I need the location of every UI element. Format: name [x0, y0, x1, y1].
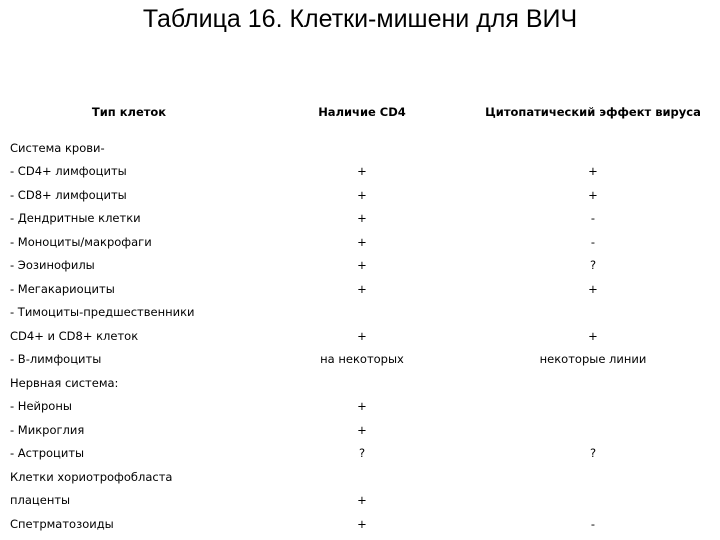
cell-cd4: +: [357, 258, 367, 273]
cell-type: - Астроциты: [10, 446, 85, 461]
cell-effect: [476, 395, 710, 419]
cell-effect: [476, 418, 710, 442]
cell-cd4: на некоторых: [320, 352, 404, 367]
cell-type: - CD8+ лимфоциты: [10, 187, 127, 202]
cell-effect: [476, 301, 710, 325]
cell-cd4: +: [357, 516, 367, 531]
cell-cd4: +: [357, 281, 367, 296]
table-row: [10, 465, 710, 489]
cell-type: - Тимоциты-предшественники: [10, 305, 195, 320]
header-cell-effect: Цитопатический эффект вируса: [485, 104, 701, 119]
cell-type: - Эозинофилы: [10, 258, 95, 273]
cell-type: CD4+ и CD8+ клеток: [10, 328, 139, 343]
cell-effect: -: [590, 211, 596, 226]
table-row: [10, 418, 710, 442]
cell-effect: ?: [589, 258, 597, 273]
cell-effect: некоторые линии: [539, 352, 647, 367]
table-row: [10, 254, 710, 278]
table-row: [10, 395, 710, 419]
cell-effect: -: [590, 234, 596, 249]
cell-effect: [476, 371, 710, 395]
cell-cd4: [248, 465, 476, 489]
cell-effect: +: [588, 164, 598, 179]
cell-type: Нервная система:: [10, 375, 119, 390]
table-row: [10, 183, 710, 207]
header-cell-type: Тип клеток: [91, 104, 167, 119]
table-row: [10, 442, 710, 466]
cell-effect: [476, 465, 710, 489]
cell-type: - Мегакариоциты: [10, 281, 115, 296]
table-row: [10, 512, 710, 536]
cell-cd4: +: [357, 164, 367, 179]
cell-effect: +: [588, 281, 598, 296]
cell-effect: [476, 136, 710, 160]
cell-effect: -: [590, 516, 596, 531]
cell-cd4: [248, 136, 476, 160]
cell-type: - Дендритные клетки: [10, 211, 141, 226]
cell-cd4: +: [357, 234, 367, 249]
table-row: [10, 230, 710, 254]
header-cell-cd4: Наличие CD4: [318, 104, 406, 119]
cell-effect: +: [588, 187, 598, 202]
cell-type: Клетки хориотрофобласта: [10, 469, 173, 484]
table-row: [10, 277, 710, 301]
cell-cd4: +: [357, 422, 367, 437]
cell-cd4: [248, 371, 476, 395]
cell-effect: ?: [589, 446, 597, 461]
cell-effect: +: [588, 328, 598, 343]
cell-cd4: +: [357, 399, 367, 414]
cell-type: - CD4+ лимфоциты: [10, 164, 127, 179]
table-row: [10, 207, 710, 231]
table-row: [10, 160, 710, 184]
cell-cd4: +: [357, 328, 367, 343]
target-cells-table: [10, 88, 710, 536]
cell-type: Система крови-: [10, 140, 105, 155]
page-title: Таблица 16. Клетки-мишени для ВИЧ: [142, 5, 578, 33]
table-row: [10, 348, 710, 372]
cell-type: - В-лимфоциты: [10, 352, 102, 367]
table-row: [10, 136, 710, 160]
cell-cd4: +: [357, 493, 367, 508]
table-row: [10, 371, 710, 395]
cell-type: - Нейроны: [10, 399, 72, 414]
cell-cd4: +: [357, 187, 367, 202]
table-row: [10, 324, 710, 348]
cell-cd4: [248, 301, 476, 325]
cell-cd4: ?: [358, 446, 366, 461]
cell-type: - Моноциты/макрофаги: [10, 234, 152, 249]
table-header-row: [10, 88, 710, 136]
table-row: [10, 301, 710, 325]
cell-cd4: +: [357, 211, 367, 226]
cell-effect: [476, 489, 710, 513]
table-row: [10, 489, 710, 513]
cell-type: плаценты: [10, 493, 71, 508]
cell-type: - Микроглия: [10, 422, 85, 437]
cell-type: Спетрматозоиды: [10, 516, 114, 531]
